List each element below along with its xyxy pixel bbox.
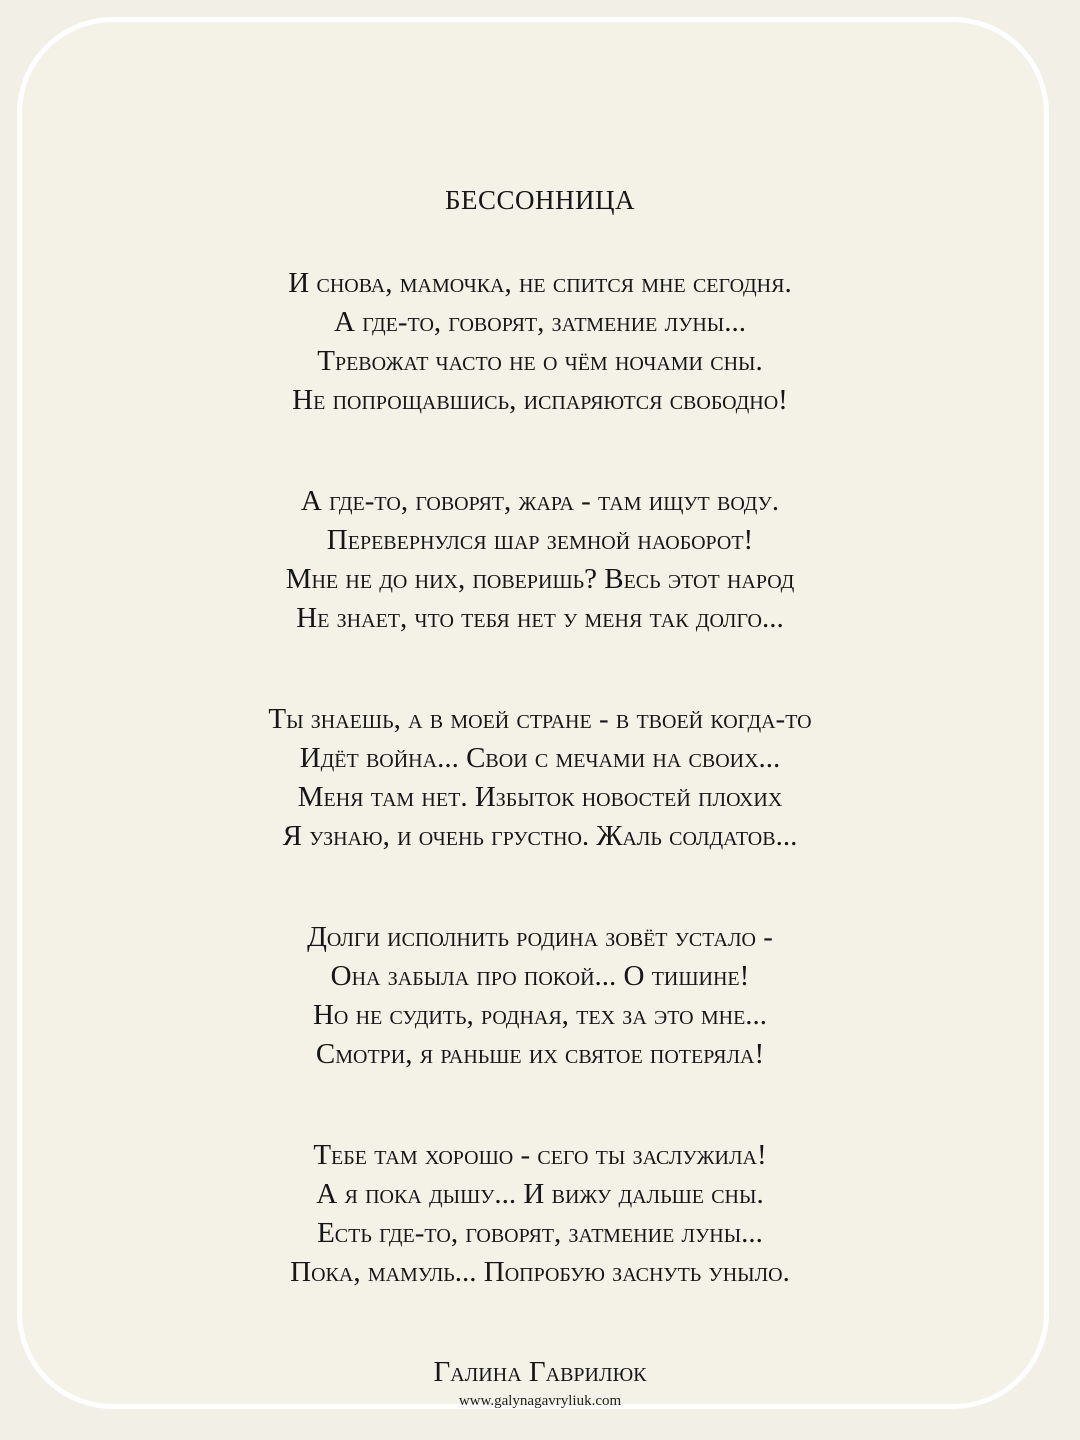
poem-line: Не знает, что тебя нет у меня так долго... — [296, 602, 784, 634]
poem-line: Ты знаешь, а в моей стране - в твоей когда-то — [268, 703, 812, 735]
author-website[interactable]: www.galynagavryliuk.com — [458, 1393, 622, 1409]
stanza-2 — [0, 482, 1080, 638]
stanza-1 — [0, 264, 1080, 420]
poem-line: А где-то, говорят, жара - там ищут воду. — [300, 485, 780, 517]
poem-line: Смотри, я раньше их святое потеряла! — [315, 1038, 765, 1070]
poem-line: Пока, мамуль... Попробую заснуть уныло. — [290, 1256, 790, 1288]
poem-line: А где-то, говорят, затмение луны... — [334, 306, 746, 338]
poem-line: Мне не до них, поверишь? Весь этот народ — [285, 563, 795, 595]
poem-line: Есть где-то, говорят, затмение луны... — [317, 1217, 763, 1249]
poem-line: Но не судить, родная, тех за это мне... — [312, 999, 768, 1031]
poem-line: Меня там нет. Избыток новостей плохих — [297, 781, 783, 813]
poem-title: БЕССОННИЦА — [444, 185, 635, 215]
poem-line: Перевернулся шар земной наоборот! — [326, 524, 754, 556]
stanza-5 — [0, 1136, 1080, 1292]
author-name: Галина Гаврилюк — [433, 1356, 647, 1388]
poem-line: А я пока дышу... И вижу дальше сны. — [316, 1178, 764, 1210]
poem-line: Она забыла про покой... О тишине! — [330, 960, 750, 992]
poem-line: Долги исполнить родина зовёт устало - — [307, 921, 773, 953]
stanza-3 — [0, 700, 1080, 856]
poem-line: Тревожат часто не о чём ночами сны. — [317, 345, 763, 377]
poem-line: Не попрощавшись, испаряются свободно! — [292, 384, 788, 416]
poem-line: Я узнаю, и очень грустно. Жаль солдатов... — [282, 820, 798, 852]
poem-line: И снова, мамочка, не спится мне сегодня. — [288, 267, 792, 299]
stanza-4 — [0, 918, 1080, 1074]
poem-line: Тебе там хорошо - сего ты заслужила! — [313, 1139, 767, 1171]
poem-line: Идёт война... Свои с мечами на своих... — [299, 742, 781, 774]
poem — [0, 178, 1080, 1412]
